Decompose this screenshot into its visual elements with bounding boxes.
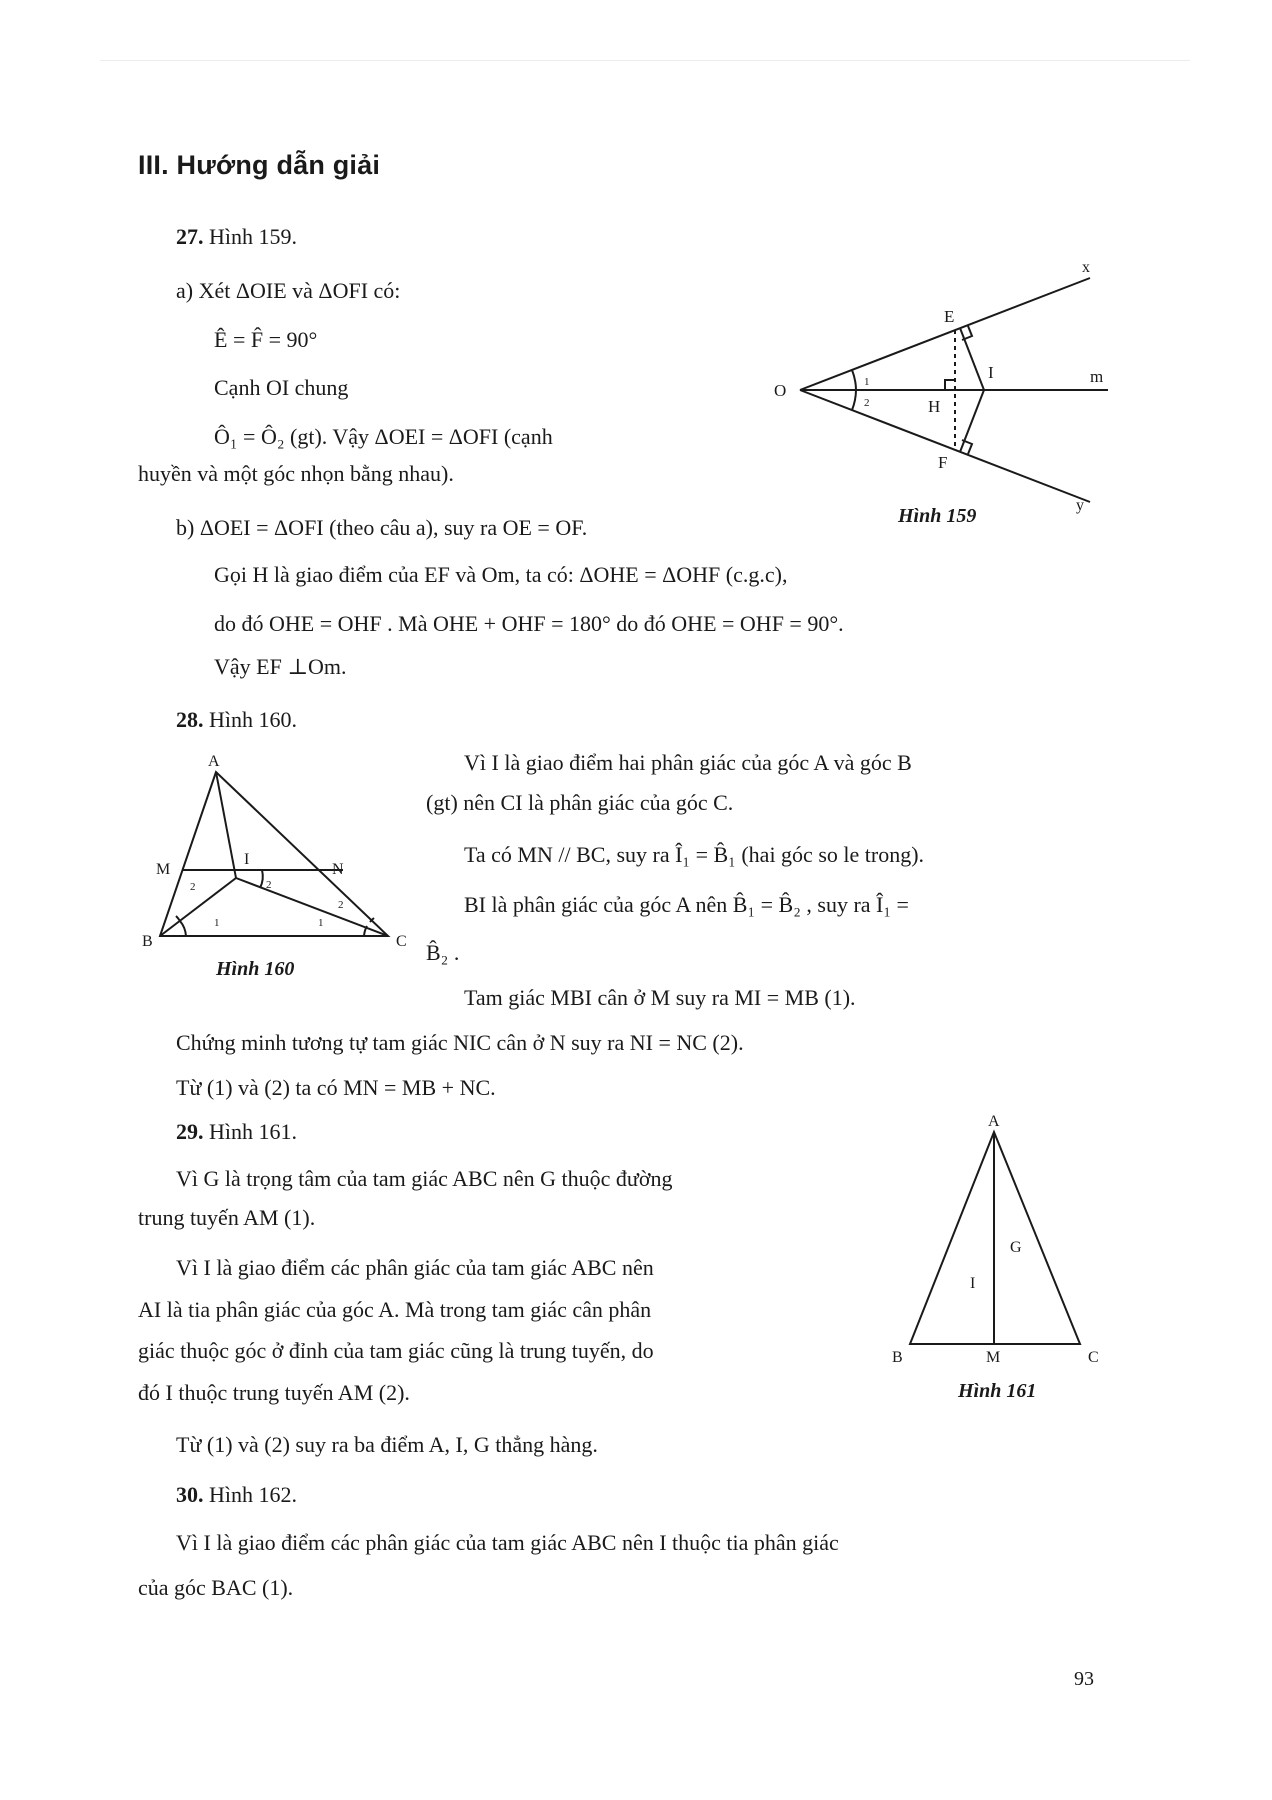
p27-b-line3: do đó OHE = OHF . Mà OHE + OHF = 180° do đó OHE = OHF = 90°. <box>214 611 844 636</box>
problem-27-figure-ref: Hình 159. <box>209 224 297 249</box>
p28-line6: Tam giác MBI cân ở M suy ra MI = MB (1). <box>464 985 856 1010</box>
problem-29-title <box>176 1119 297 1145</box>
label-angle-1: 1 <box>864 376 870 388</box>
p27-b-line2: Gọi H là giao điểm của EF và Om, ta có: ΔOHE = ΔOHF (c.g.c), <box>214 562 788 587</box>
angle-b1-arc <box>180 921 186 936</box>
p27-a-intro: a) Xét ΔOIE và ΔOFI có: <box>176 278 401 303</box>
ray-ox <box>800 278 1090 390</box>
p28-line3: Ta có MN // BC, suy ra Î₁ = B̂₁ (hai góc so le trong). <box>464 842 925 867</box>
p29-line1: Vì G là trọng tâm của tam giác ABC nên G thuộc đường <box>176 1166 673 1191</box>
label-b1: 1 <box>214 917 220 929</box>
p27-a-line4: huyền và một góc nhọn bằng nhau). <box>138 461 454 486</box>
label-h: H <box>928 397 941 416</box>
angle-o1-arc <box>852 370 856 390</box>
section-heading: III. Hướng dẫn giải <box>138 150 381 180</box>
figure-159 <box>760 260 1120 530</box>
label-c: C <box>396 933 407 950</box>
label-c1: 1 <box>318 917 324 929</box>
p29-line3: Vì I là giao điểm các phân giác của tam giác ABC nên <box>176 1255 654 1280</box>
segment-if <box>960 390 984 452</box>
label-b: B <box>892 1349 903 1366</box>
label-y: y <box>1076 497 1084 514</box>
label-angle-2: 2 <box>864 397 870 409</box>
p29-line7: Từ (1) và (2) suy ra ba điểm A, I, G thẳng hàng. <box>176 1432 598 1457</box>
page-number: 93 <box>1074 1668 1094 1690</box>
label-m: M <box>156 861 171 878</box>
problem-29-figure-ref: Hình 161. <box>209 1119 297 1144</box>
label-g: G <box>1010 1239 1022 1256</box>
label-a: A <box>988 1113 1000 1130</box>
label-x: x <box>1082 259 1090 276</box>
label-i2: 2 <box>266 879 272 891</box>
bisector-ci <box>236 878 388 936</box>
p28-line5: B̂₂ . <box>426 940 460 965</box>
label-e: E <box>944 307 955 326</box>
p30-line2: của góc BAC (1). <box>138 1575 294 1600</box>
p28-line7: Chứng minh tương tự tam giác NIC cân ở N suy ra NI = NC (2). <box>176 1030 744 1055</box>
angle-o2-arc <box>852 390 856 410</box>
problem-30-figure-ref: Hình 162. <box>209 1482 297 1507</box>
label-c: C <box>1088 1349 1099 1366</box>
label-i: I <box>970 1275 976 1292</box>
p29-line2: trung tuyến AM (1). <box>138 1205 316 1230</box>
label-a: A <box>208 753 220 770</box>
problem-29-number: 29. <box>176 1119 204 1144</box>
p27-b-line1: b) ΔOEI = ΔOFI (theo câu a), suy ra OE = OF. <box>176 515 588 540</box>
triangle-abc <box>160 772 388 936</box>
problem-27-title <box>176 224 297 250</box>
label-b: B <box>142 933 153 950</box>
p28-line2: (gt) nên CI là phân giác của góc C. <box>426 790 734 815</box>
p27-b-line4: Vậy EF ⊥Om. <box>214 654 347 679</box>
problem-30-number: 30. <box>176 1482 204 1507</box>
label-m: M <box>986 1349 1001 1366</box>
label-i: I <box>988 363 994 382</box>
problem-28-figure-ref: Hình 160. <box>209 707 297 732</box>
problem-28-title <box>176 707 297 733</box>
p29-line4: AI là tia phân giác của góc A. Mà trong tam giác cân phân <box>138 1297 652 1322</box>
figure-161-caption: Hình 161 <box>958 1380 1037 1402</box>
p27-a-line2: Cạnh OI chung <box>214 375 349 400</box>
figure-160-caption: Hình 160 <box>216 958 295 980</box>
p28-line8: Từ (1) và (2) ta có MN = MB + NC. <box>176 1075 496 1100</box>
problem-28-number: 28. <box>176 707 204 732</box>
label-i: I <box>244 851 250 868</box>
figure-161 <box>880 1110 1120 1366</box>
label-f: F <box>938 453 948 472</box>
p28-line1: Vì I là giao điểm hai phân giác của góc A và góc B <box>464 750 912 775</box>
p30-line1: Vì I là giao điểm các phân giác của tam giác ABC nên I thuộc tia phân giác <box>176 1530 839 1555</box>
p29-line5: giác thuộc góc ở đỉnh của tam giác cũng là trung tuyến, do <box>138 1338 654 1363</box>
figure-160 <box>140 750 420 950</box>
bisector-bi <box>160 878 236 936</box>
problem-27-number: 27. <box>176 224 204 249</box>
angle-b2-arc <box>176 916 180 921</box>
ray-oy <box>800 390 1090 502</box>
figure-159-caption: Hình 159 <box>898 505 977 527</box>
label-n: N <box>332 861 344 878</box>
p27-a-line1: Ê = F̂ = 90° <box>214 327 318 352</box>
label-c2: 2 <box>338 899 344 911</box>
problem-30-title <box>176 1482 297 1508</box>
p28-line4: BI là phân giác của góc A nên B̂₁ = B̂₂ , suy ra Î₁ = <box>464 892 909 917</box>
right-angle-h <box>945 380 955 390</box>
top-rule <box>100 60 1190 61</box>
angle-i2-arc <box>260 870 263 888</box>
label-m: m <box>1090 367 1104 386</box>
p27-a-line3: Ô₁ = Ô₂ (gt). Vậy ΔOEI = ΔOFI (cạnh <box>214 424 553 449</box>
p29-line6: đó I thuộc trung tuyến AM (2). <box>138 1380 410 1405</box>
label-o: O <box>774 381 787 400</box>
segment-ei <box>960 328 984 390</box>
label-b2: 2 <box>190 881 196 893</box>
